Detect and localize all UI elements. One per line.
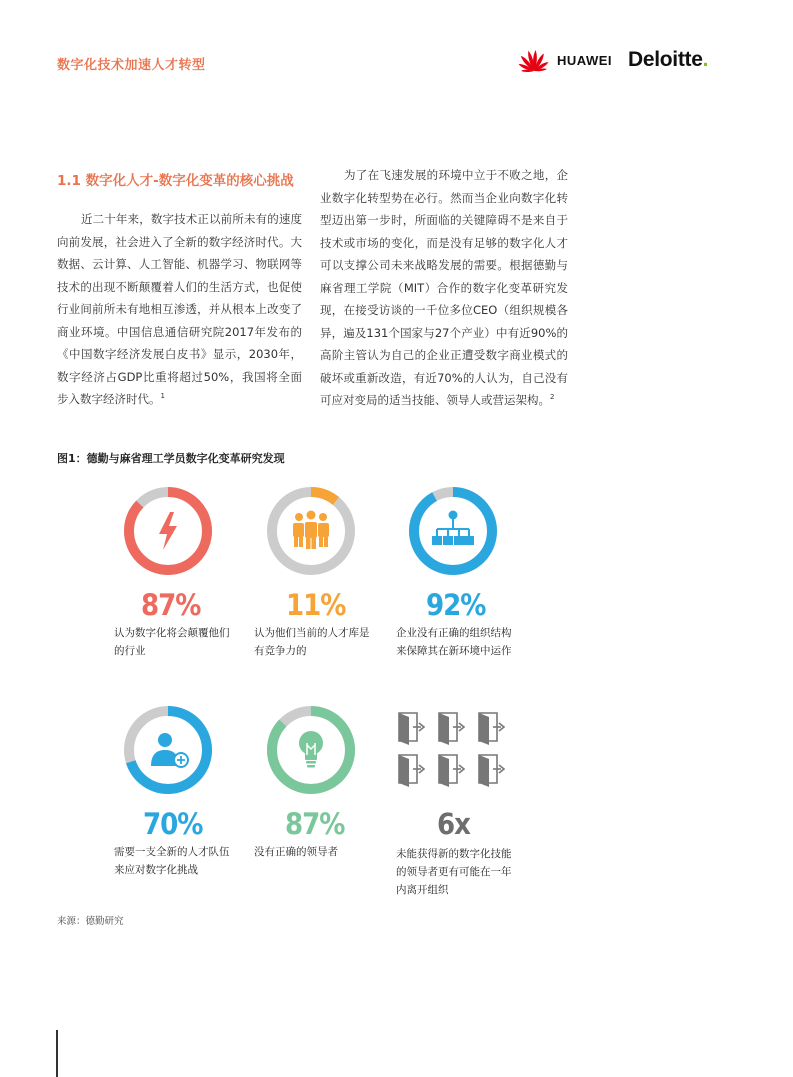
exit-door-icon: [399, 755, 424, 787]
header-title: 数字化技术加速人才转型: [57, 58, 206, 73]
stat-description: 没有正确的领导者: [254, 846, 338, 858]
exit-door-icon: [439, 755, 464, 787]
add-user-icon: [151, 733, 188, 767]
exit-door-icon: [399, 713, 424, 745]
stat-value: 87%: [141, 588, 201, 622]
ring-chart: [121, 703, 215, 797]
stat-value: 70%: [143, 807, 203, 841]
figure-title: 图1：德勤与麻省理工学员数字化变革研究发现: [57, 452, 285, 465]
stat-description: 企业没有正确的组织结构来保障其在新环境中运作: [396, 627, 512, 657]
stat-description: 未能获得新的数字化技能的领导者更有可能在一年内离开组织: [396, 848, 512, 896]
footnote-1: 1: [160, 392, 165, 401]
exit-door-icon: [479, 713, 504, 745]
lightning-icon: [159, 512, 177, 550]
left-paragraph: 近二十年来，数字技术正以前所未有的速度向前发展，社会进入了全新的数字经济时代。大数据、云计算、人工智能、机器学习、物联网等技术的出现不断颠覆着人们的生活方式，也促使行业间前所未有地相互渗透，并从根本上改变了商业环境。中国信息通信研究院2017年发布的《中国数字经济发展白皮书》显示，2030年，数字经济占GDP比重将超过50%，我国将全面步入数字经济时代。$^1$: [57, 212, 302, 406]
exit-door-icon-grid: [395, 707, 517, 797]
stat-description: 认为他们当前的人才库是有竞争力的: [254, 627, 370, 657]
stat-description: 认为数字化将会颠覆他们的行业: [114, 627, 230, 657]
stat-value: 6x: [437, 807, 470, 841]
exit-door-icon: [479, 755, 504, 787]
page-margin-rule: [56, 1030, 58, 1077]
stat-value: 11%: [286, 588, 346, 622]
ring-chart: [406, 484, 500, 578]
right-paragraph: 为了在飞速发展的环境中立于不败之地，企业数字化转型势在必行。然而当企业向数字化转型迈出第一步时，所面临的关键障碍不是来自于技术或市场的变化，而是没有足够的数字化人才可以支撑公司未来战略发展的需要。根据德勤与麻省理工学院（MIT）合作的数字化变革研究发现，在接受访谈的一千位多位CEO（组织规模各异，遍及131个国家与27个产业）中有近90%的高阶主管认为自己的企业正遭受数字商业模式的破坏或重新改造，有近70%的人认为，自己没有可应对变局的适当技能、领导人或营运架构。$^2$: [320, 168, 568, 407]
logos: [517, 44, 708, 76]
deloitte-wordmark: Deloitte.: [628, 48, 709, 71]
ring-chart: [264, 484, 358, 578]
people-group-icon: [293, 511, 329, 550]
source-note: 来源：德勤研究: [57, 916, 124, 927]
lightbulb-icon: [299, 731, 323, 768]
ring-chart: [121, 484, 215, 578]
section-heading: 1.1 数字化人才-数字化变革的核心挑战: [57, 173, 294, 189]
huawei-logo: [517, 47, 612, 73]
stat-description: 需要一支全新的人才队伍来应对数字化挑战: [114, 846, 230, 876]
exit-door-icon: [439, 713, 464, 745]
stat-value: 87%: [285, 807, 345, 841]
stat-value: 92%: [426, 588, 486, 622]
footnote-2: 2: [550, 393, 555, 402]
huawei-flower-icon: [517, 47, 551, 73]
ring-progress-arc: [414, 492, 492, 570]
huawei-wordmark: HUAWEI: [557, 52, 612, 68]
ring-chart: [264, 703, 358, 797]
org-chart-icon: [432, 511, 474, 546]
